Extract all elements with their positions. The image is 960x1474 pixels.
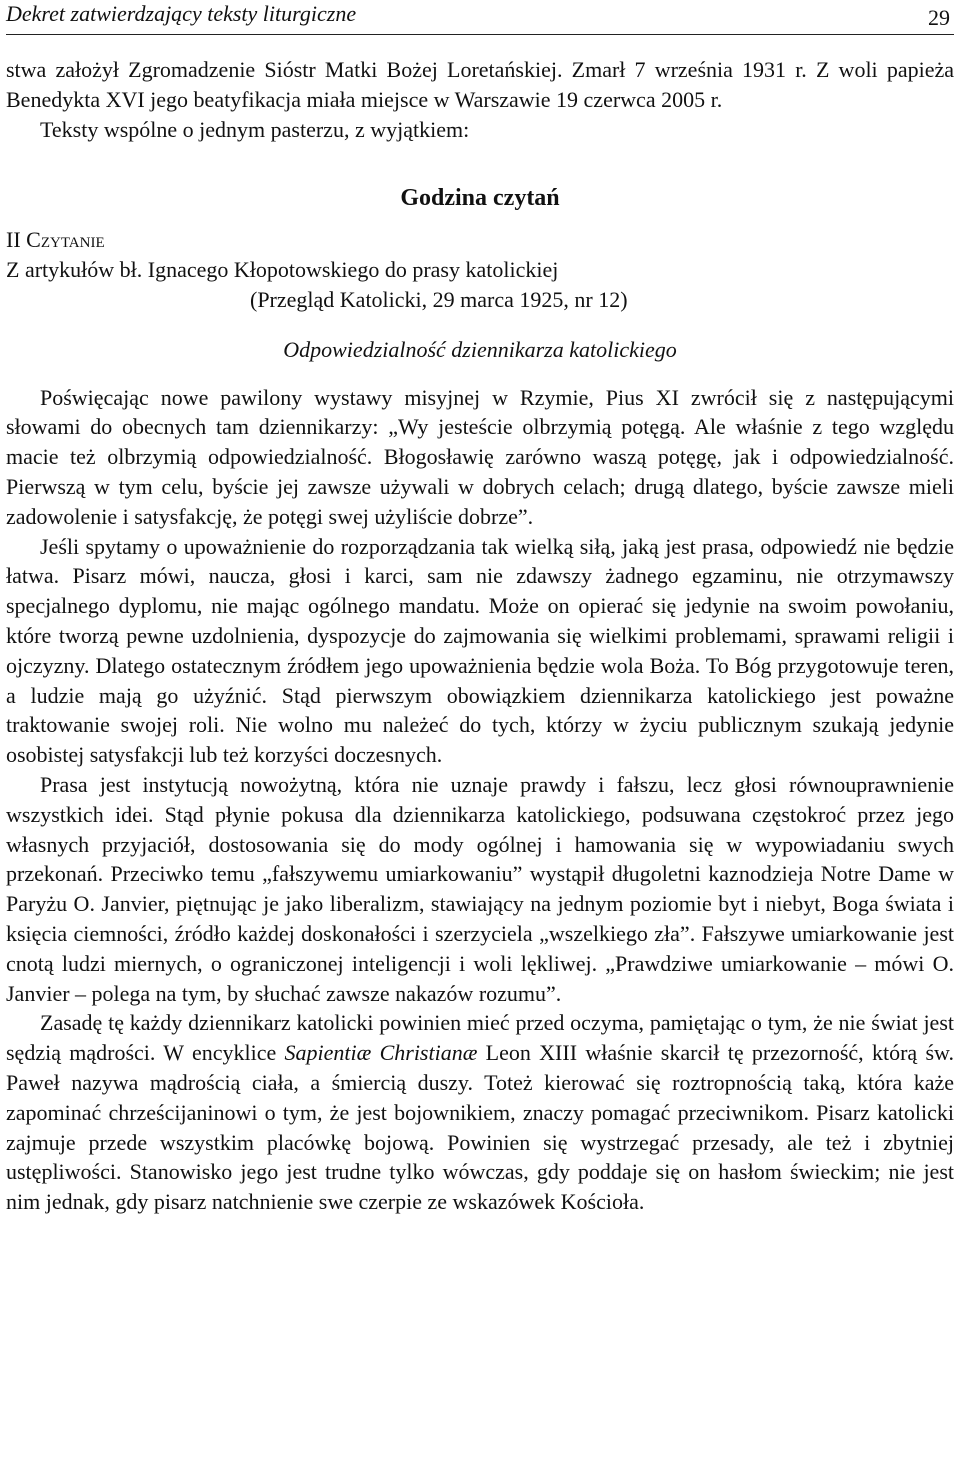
paragraph-4 bbox=[6, 1008, 954, 1217]
paragraph-2: Jeśli spytamy o upoważnienie do rozporządzania tak wielką siłą, jaką jest prasa, odpowiedź nie będzie łatwa. Pisarz mówi, naucza, głosi i karci, sam nie zdawszy żadnego egzaminu, nie otrzymawszy specjalnego dyplomu, nie mając ogólnego mandatu. Może on opierać się jedynie na swoim powołaniu, które tworzą pewne uzdolnienia, dyspozycje do zajmowania się wielkimi problemami, sprawami religii i ojczyzny. Dlatego ostatecznym źródłem jego upoważnienia będzie wola Boża. To Bóg przygotowuje teren, a ludzie mają go użyźnić. Stąd pierwszym obowiązkiem dziennikarza katolickiego jest poważne traktowanie swojej roli. Nie wolno mu należeć do tych, którzy w życiu publicznym szukają jedynie osobistej satysfakcji lub też korzyści doczesnych. bbox=[6, 533, 954, 768]
page-number: 29 bbox=[928, 5, 950, 30]
intro-continuation: stwa założył Zgromadzenie Sióstr Matki Bożej Loretańskiej. Zmarł 7 września 1931 r. Z woli papieża Benedykta XVI jego beatyfikacja miała miejsce w Warszawie 19 czerwca 2005 r. bbox=[6, 57, 954, 112]
paragraph-1: Poświęcając nowe pawilony wystawy misyjnej w Rzymie, Pius XI zwrócił się z następującymi słowami do obecnych tam dziennikarzy: „Wy jesteście olbrzymią potęgą. Ale właśnie z tego względu macie też olbrzymią odpowiedzialność. Błogosławię zarówno waszą potęgę, jak i odpowiedzialność. Pierwszą w tym celu, byście jej zawsze używali w dobrych celach; drugą dlatego, byście zawsze mieli zadowolenie i satysfakcję, że potęgi swej użyliście dobrze”. bbox=[6, 384, 954, 529]
body-text bbox=[6, 55, 954, 1217]
paragraph-4-after: Leon XIII właśnie skarcił tę przezorność, którą św. Paweł nazywa mądrością ciała, a śmiercią duszy. Toteż kierować się roztropnością taką, która każe zapominać chrześcijaninowi o tym, że jest bojownikiem, znaczy pomagać przeciwnikom. Pisarz katolicki zajmuje przede wszystkim placówkę bojową. Powinien się wystrzegać przesady, ale też i zbytniej ustępliwości. Stanowisko jego jest trudne tylko wówczas, gdy poddaje się on hasłom świeckim; nie jest nim jednak, gdy pisarz natchnienie swe czerpie ze wskazówek Kościoła. bbox=[6, 1040, 954, 1215]
reading-label bbox=[6, 225, 954, 255]
common-texts-note: Teksty wspólne o jednym pasterzu, z wyjątkiem: bbox=[40, 116, 470, 142]
running-title: Dekret zatwierdzający teksty liturgiczne bbox=[6, 1, 357, 26]
reading-title: Odpowiedzialność dziennikarza katolickiego bbox=[283, 336, 677, 362]
paragraph-4-before: Zasadę tę każdy dziennikarz katolicki powinien mieć przed oczyma, pamiętając o tym, że nie świat jest sędzią mądrości. W encyklice bbox=[6, 1010, 954, 1066]
encyclical-title: Sapientiæ Christianæ bbox=[284, 1040, 478, 1066]
reading-source: Z artykułów bł. Ignacego Kłopotowskiego do prasy katolickiej bbox=[6, 256, 559, 282]
reading-number: II bbox=[6, 226, 21, 252]
paragraph-3: Prasa jest instytucją nowożytną, która nie uznaje prawdy i fałszu, lecz głosi równouprawnienie wszystkich idei. Stąd płynie pokusa dla dziennikarza katolickiego, podsuwana częstokroć przez jego własnych przyjaciół, dostosowania się do mody ogólnej i hamowania się w wypowiadaniu swych przekonań. Przeciwko temu „fałszywemu umiarkowaniu” wystąpił długoletni kaznodzieja Notre Dame w Paryżu O. Janvier, piętnując je jako liberalizm, stawiający na jednym poziomie byt i niebyt, Boga świata i księcia ciemności, źródło każdej doskonałości i szerzyciela „wszelkiego zła”. Fałszywe umiarkowanie jest cnotą ludzi miernych, o ograniczonej inteligencji i woli lękliwej. „Prawdziwe umiarkowanie – mówi O. Janvier – polega na tym, by słuchać zawsze nakazów rozumu”. bbox=[6, 771, 954, 1006]
running-header bbox=[6, 0, 954, 35]
section-heading-office-of-readings: Godzina czytań bbox=[400, 184, 560, 211]
reading-label-text: Czytanie bbox=[26, 226, 105, 252]
reading-source-reference: (Przegląd Katolicki, 29 marca 1925, nr 12) bbox=[250, 286, 628, 312]
